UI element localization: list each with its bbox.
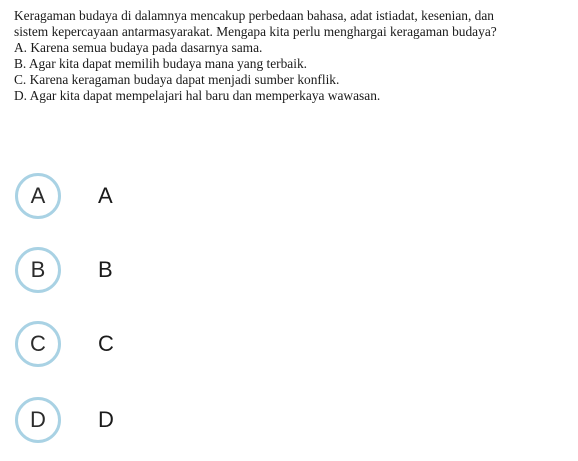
option-c-circle[interactable]: C [15, 321, 61, 367]
question-text [14, 8, 570, 104]
option-d-label[interactable]: D [98, 407, 114, 432]
question-line: Keragaman budaya di dalamnya mencakup perbedaan bahasa, adat istiadat, kesenian, dan [14, 8, 494, 23]
choice-b-text: B. Agar kita dapat memilih budaya mana yang terbaik. [14, 56, 308, 71]
answer-option-c[interactable] [15, 319, 315, 369]
option-d-circle[interactable]: D [15, 397, 61, 443]
answer-option-b[interactable] [15, 245, 315, 295]
choice-d-text: D. Agar kita dapat mempelajari hal baru dan memperkaya wawasan. [14, 88, 381, 103]
option-a-label[interactable]: A [98, 183, 113, 208]
option-b-circle[interactable]: B [15, 247, 61, 293]
choice-c-text: C. Karena keragaman budaya dapat menjadi sumber konflik. [14, 72, 340, 87]
option-c-label[interactable]: C [98, 331, 114, 356]
option-a-circle[interactable]: A [15, 173, 61, 219]
option-b-label[interactable]: B [98, 257, 113, 282]
answer-option-d[interactable] [15, 395, 315, 445]
choice-a-text: A. Karena semua budaya pada dasarnya sama. [14, 40, 263, 55]
answer-option-a[interactable] [15, 171, 315, 221]
question-line: sistem kepercayaan antarmasyarakat. Mengapa kita perlu menghargai keragaman budaya? [14, 24, 497, 39]
